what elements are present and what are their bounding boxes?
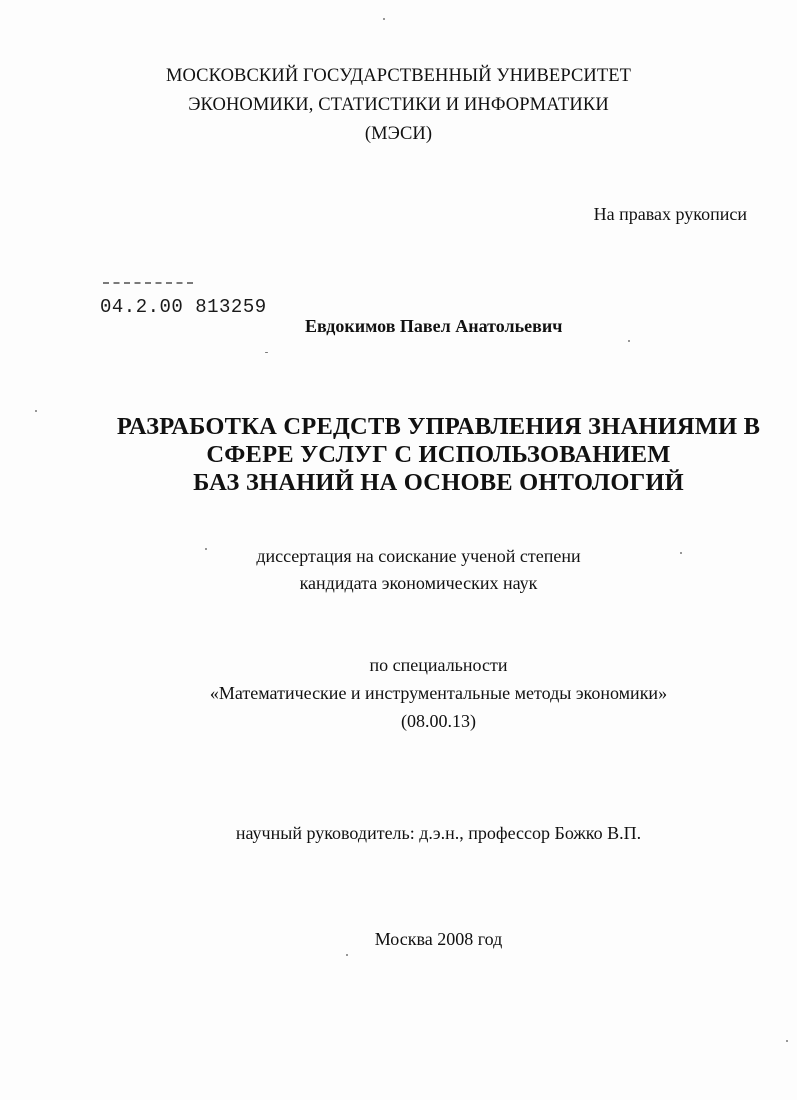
- scan-speck: [628, 340, 630, 342]
- university-abbreviation: (МЭСИ): [364, 124, 433, 144]
- city-year: Москва 2008 год: [374, 929, 503, 949]
- specialty-code: (08.00.13): [401, 711, 476, 731]
- scan-speck: [265, 352, 268, 353]
- scan-speck: [786, 1040, 788, 1042]
- dissertation-title-line1: РАЗРАБОТКА СРЕДСТВ УПРАВЛЕНИЯ ЗНАНИЯМИ В: [116, 413, 761, 440]
- specialty-label: по специальности: [369, 655, 508, 675]
- specialty-name: «Математические и инструментальные методы экономики»: [209, 683, 668, 703]
- degree-line1: диссертация на соискание ученой степени: [256, 546, 581, 566]
- scan-speck: [346, 954, 348, 956]
- scan-speck: [205, 548, 207, 550]
- scan-speck: [383, 18, 385, 20]
- university-name-line2: ЭКОНОМИКИ, СТАТИСТИКИ И ИНФОРМАТИКИ: [188, 95, 609, 115]
- degree-line2: кандидата экономических наук: [299, 573, 538, 593]
- university-name-line1: МОСКОВСКИЙ ГОСУДАРСТВЕННЫЙ УНИВЕРСИТЕТ: [165, 66, 632, 86]
- author-name: Евдокимов Павел Анатольевич: [305, 316, 563, 336]
- scan-speck: [680, 552, 682, 554]
- stamp-dash-marks: [103, 282, 193, 288]
- scientific-supervisor: научный руководитель: д.э.н., профессор Божко В.П.: [235, 823, 642, 843]
- dissertation-title-line3: БАЗ ЗНАНИЙ НА ОСНОВЕ ОНТОЛОГИЙ: [193, 469, 684, 496]
- manuscript-rights-note: На правах рукописи: [593, 204, 747, 224]
- library-stamp-number: 04.2.00 813259: [100, 296, 267, 318]
- scan-speck: [35, 410, 37, 412]
- dissertation-title-line2: СФЕРЕ УСЛУГ С ИСПОЛЬЗОВАНИЕМ: [206, 441, 671, 468]
